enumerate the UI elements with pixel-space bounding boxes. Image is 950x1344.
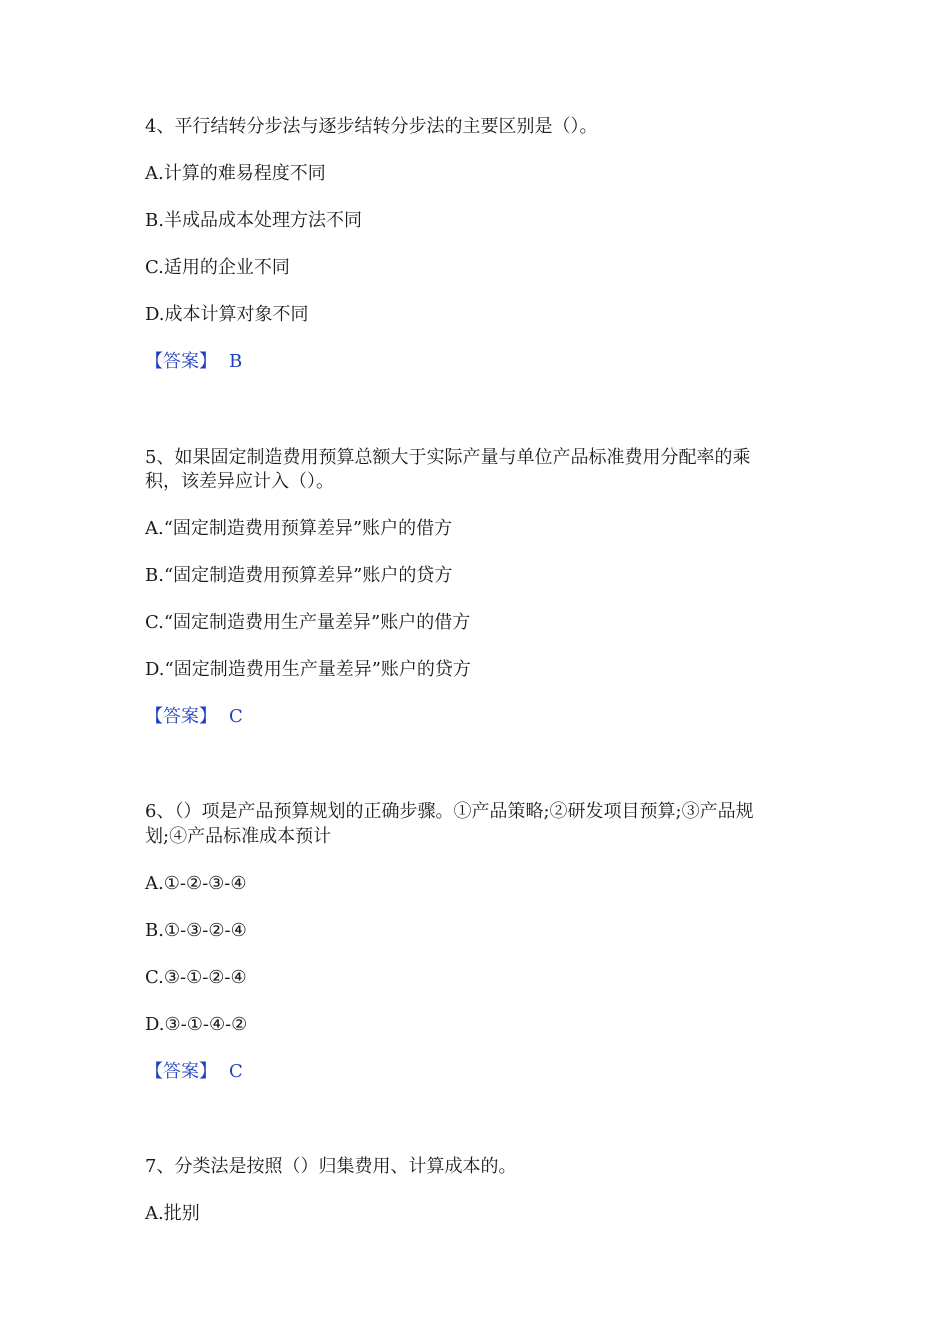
answer-line bbox=[145, 350, 242, 374]
option-b: B.半成品成本处理方法不同 bbox=[145, 210, 362, 231]
option-b: B.①-③-②-④ bbox=[145, 920, 247, 941]
question-stem: 7、分类法是按照（）归集费用、计算成本的。 bbox=[145, 1156, 517, 1177]
option-d: D.③-①-④-② bbox=[145, 1014, 248, 1035]
answer-line bbox=[145, 705, 243, 729]
option-a: A.计算的难易程度不同 bbox=[145, 163, 326, 184]
option-a: A.批别 bbox=[145, 1203, 200, 1224]
answer-value: C bbox=[229, 1061, 243, 1082]
option-a: A.“固定制造费用预算差异”账户的借方 bbox=[145, 518, 453, 539]
answer-line bbox=[145, 1060, 243, 1084]
answer-value: B bbox=[229, 351, 243, 372]
option-c: C.③-①-②-④ bbox=[145, 967, 247, 988]
answer-value: C bbox=[229, 706, 243, 727]
answer-tag: 【答案】 bbox=[145, 1061, 217, 1082]
answer-tag: 【答案】 bbox=[145, 351, 217, 372]
question-stem-line-2: 划;④产品标准成本预计 bbox=[145, 826, 332, 847]
option-a: A.①-②-③-④ bbox=[145, 873, 247, 894]
option-d: D.成本计算对象不同 bbox=[145, 304, 309, 325]
question-stem-line-1: 5、如果固定制造费用预算总额大于实际产量与单位产品标准费用分配率的乘 bbox=[145, 447, 751, 468]
option-b: B.“固定制造费用预算差异”账户的贷方 bbox=[145, 565, 453, 586]
question-stem: 4、平行结转分步法与逐步结转分步法的主要区别是（）。 bbox=[145, 116, 598, 137]
question-stem-line-2: 积，该差异应计入（）。 bbox=[145, 471, 334, 492]
option-c: C.适用的企业不同 bbox=[145, 257, 290, 278]
option-d: D.“固定制造费用生产量差异”账户的贷方 bbox=[145, 659, 471, 680]
question-stem-line-1: 6、（）项是产品预算规划的正确步骤。①产品策略;②研发项目预算;③产品规 bbox=[145, 801, 754, 822]
answer-tag: 【答案】 bbox=[145, 706, 217, 727]
option-c: C.“固定制造费用生产量差异”账户的借方 bbox=[145, 612, 471, 633]
